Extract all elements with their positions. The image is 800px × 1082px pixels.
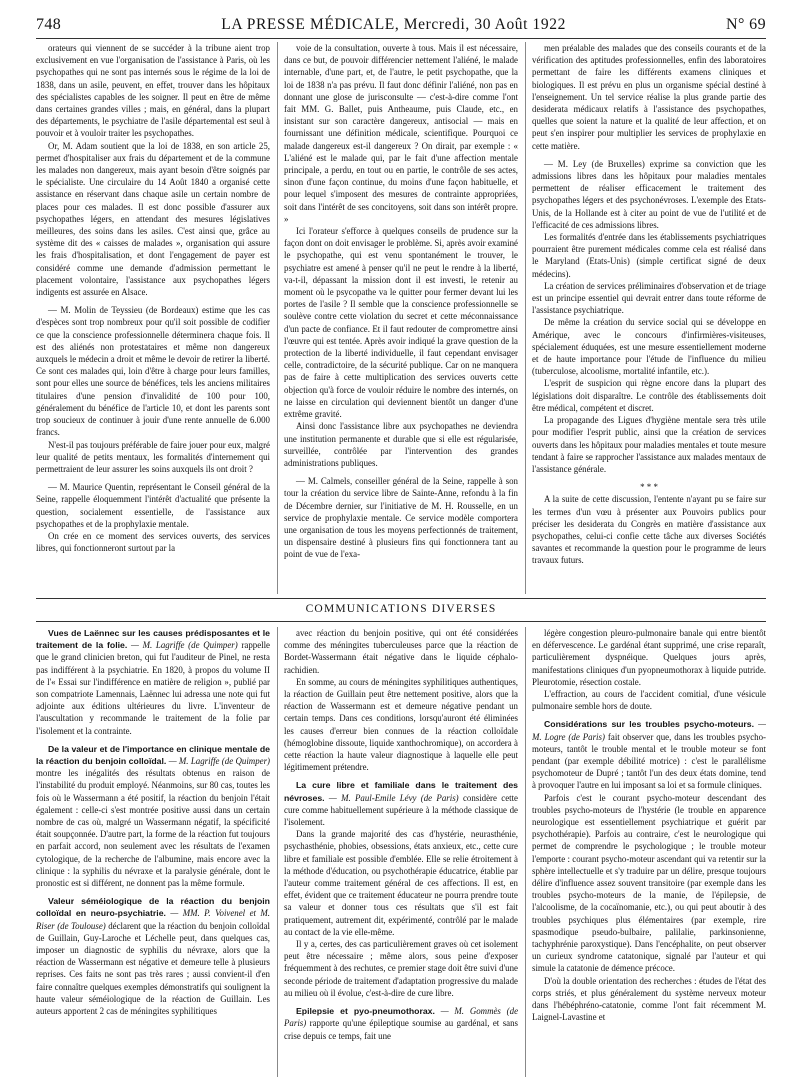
section-rule-bottom	[36, 621, 766, 622]
paragraph: * * *	[640, 482, 658, 493]
communication-author: — M. Lagriffe (de Quimper)	[168, 756, 270, 767]
communication-entry	[532, 718, 766, 791]
upper-column-1	[36, 42, 270, 594]
column-separator	[277, 42, 278, 594]
communication-text: fait observer que, dans les troubles psycho-moteurs, tantôt le trouble mental et le trouble moteur se font pendant (par exemple débilité motrice) : c'est le parallélisme psychomoteur de Dupré ; tantôt l'un des deux états domine, tend à provoquer l'autre en lui imposant sa loi et sa formule cliniques.	[532, 731, 766, 791]
communication-heading: Epilepsie et pyo-pneumothorax.	[296, 1006, 435, 1017]
paragraph: N'est-il pas toujours préférable de faire jouer pour eux, malgré leur qualité de petits mentaux, les formalités d'internement qui permettraient de leur assurer les soins auxquels ils ont droit ?	[36, 439, 270, 474]
paragraph: — M. Calmels, conseiller général de la Seine, rappelle à son tour la création du service libre de Sainte-Anne, refondu à la fin de Décembre dernier, sur l'initiative de M. H. Rousselle, en un service de prophylaxie mentale. Ce service modèle comportera une organisation de tous les moyens perfectionnés de traitement, un dispensaire destiné à plusieurs fins qui fonctionnera tant au point de vue de l'exa-	[284, 476, 518, 560]
paragraph: Ici l'orateur s'efforce à quelques conseils de prudence sur la façon dont on doit envisager le problème. Si, après avoir examiné le psychopathe, qui est venu spontanément le trouver, le psychiatre est amené à penser qu'il ne peut le rendre à la liberté, va-t-il, dépassant la mission dont il est investi, le retenir au moment où le psycopathe va le quitter pour fermer devant lui les portes de l'asile ? Il semble que la conscience professionnelle se soulève contre cette violation du secret et cette méconnaissance d'un pacte de confiance. Et il faut redouter de compromettre ainsi l'œuvre qui est tentée. Après avoir indiqué la grave question de la protection de la liberté individuelle, il faut cependant envisager celle, contradictoire, de la sécurité publique. Car on ne manquera pas de faire à cette multiplication des services ouverts cette objection qu'à force de vouloir réduire le nombre des internés, on ne laisse en circulation qui deviennent bientôt un danger d'une extrême gravité.	[284, 226, 518, 420]
paragraph	[284, 828, 518, 938]
communication-heading: Vues de Laënnec sur les causes prédisposantes et le traitement de la folie.	[36, 628, 270, 651]
paragraph: Ainsi donc l'assistance libre aux psychopathes ne deviendra une institution permanente et durable que si elle est régularisée, surveillée, contrôlée par l'intervention des grandes administrations publiques.	[284, 421, 518, 468]
paragraph: voie de la consultation, ouverte à tous. Mais il est nécessaire, dans ce but, de pouvoir différencier nettement l'aliéné, le malade internable, d'une part, et, de l'autre, le petit psychopathe, que la loi de 1838 n'a pas prévu. Il faut donc définir l'aliéné, non pas en donnant une glose de jurisconsulte — c'est-à-dire comme l'ont fait MM. G. Ballet, puis Antheaume, puis Claude, etc., en insistant sur son caractère dangereux, antisocial — mais en fournissant une définition médicale, scientifique. Pourquoi ce malade dangereux est-il dangereux ? On dirait, par exemple : « L'aliéné est le malade qui, par le fait d'une affection mentale principale, a perdu, en tout ou en partie, le contrôle de ses actes, sinon d'une façon continue, du moins d'une façon habituelle, et pour lequel s'imposent des mesures de contrainte appropriées, soit dans l'intérêt de ses concitoyens, soit dans son intérêt propre. »	[284, 43, 518, 224]
communication-entry	[36, 895, 270, 1017]
lower-column-1	[36, 627, 270, 1077]
header-rule	[36, 38, 766, 39]
communication-heading: Considérations sur les troubles psycho-moteurs.	[544, 719, 755, 730]
journal-title: LA PRESSE MÉDICALE, Mercredi, 30 Août 1922	[221, 16, 566, 33]
paragraph: orateurs qui viennent de se succéder à la tribune aient trop exclusivement en vue l'organisation de l'assistance à Paris, où les psychopathes qui ne sont pas internés sous le régime de la loi de 1838, dans un asile, peuvent, en effet, trouver dans les hôpitaux des spécialistes capables de les soigner. Il peut en être de même dans certaines grandes villes ; mais, en général, dans la plupart des départements, le psychiatre de l'asile départemental est seul à pouvoir et à vouloir traiter les psychopathes.	[36, 43, 270, 139]
section-title: COMMUNICATIONS DIVERSES	[305, 603, 497, 615]
column-separator	[277, 627, 278, 1077]
communication-text: Dans la grande majorité des cas d'hystérie, neurasthénie, psychasthénie, phobies, obsessions, états anxieux, etc., cette cure libre et familiale est possible d'emblée. Elle se relie étroitement à la méthode d'éducation, ou psychothérapie éducatrice, établie par l'auteur comme traitement général de ces affections. Il est, en effet, évident que ce traitement éducateur ne pourra prendre toute sa valeur et donner tous ces résultats que s'il est fait pratiquement, autrement dit, expérimenté, contrôlé par le malade au contact de la vie elle-même.	[284, 829, 518, 937]
paragraph: La propagande des Ligues d'hygiène mentale sera très utile pour modifier l'esprit public, ainsi que la création de services ouverts dans les hôpitaux pour maladies mentales et toute mesure tendant à faire se rapprocher l'assistance aux malades mentaux de l'assistance générale.	[532, 415, 766, 474]
communication-author: — MM. P. Voivenel et M. Riser (de Toulouse)	[36, 908, 270, 931]
communication-text: avec réaction du benjoin positive, qui ont été considérées comme des méningites tuberculeuses parce que la réaction de Bordet-Wassermann était négative dans le liquide céphalo-rachidien.	[284, 628, 518, 675]
communication-entry	[36, 627, 270, 737]
communication-text: Parfois c'est le courant psycho-moteur descendant des troubles psycho-moteurs de l'hystérie (le trouble en apparence neurologique est essentiellement psychiatrique et guérit par psychothérapie). Parfois au contraire, c'est le neurologique qui permet de comprendre le psychologique ; le trouble moteur l'emporte : courant psycho-moteur ascendant qui va retentir sur la sphère intellectuelle et s'y traduire par un délire, presque toujours délire d'influence assez souvent transitoire (par exemple dans les troubles psycho-moteurs de la manie, de l'épilepsie, de l'alcoolisme, de la cocaïnomanie, etc.), ou qui peut aboutir à des troubles psychiques plus élémentaires (par exemple, rire spasmodique pseudo-bulbaire, palilalie, parkinsonienne, tachyphrénie paroxystique). Dans l'encéphalite, on peut observer un curieux syndrome catatonique, signalé par l'auteur et qui simule la catatonie de démence précoce.	[532, 792, 766, 974]
paragraph: — M. Ley (de Bruxelles) exprime sa conviction que les admissions libres dans les hôpitaux pour maladies mentales permettent de réaliser efficacement le traitement des psychopathes légers et des psychonévroses. L'exemple des Etats-Unis, de la Hollande est à citer au point de vue de l'utilité et de l'efficacité de ces admissions libres.	[532, 158, 766, 230]
communication-text: En somme, au cours de méningites syphilitiques authentiques, la réaction de Guillain peut être nettement positive, alors que la réaction de Wassermann est et demeure négative pendant un certain temps. Dans ces conditions, lorsqu'auront été éliminées les causes d'erreur bien connues de la réaction colloïdale (hémoglobine dissoute, liquide xanthochromique), on accordera à cette réaction la haute valeur diagnostique à laquelle elle peut légitimement prétendre.	[284, 676, 518, 773]
communication-text: rapporte qu'une épileptique soumise au gardénal, et sans crise depuis ce temps, fait une	[284, 1018, 518, 1041]
paragraph: — M. Maurice Quentin, représentant le Conseil général de la Seine, rappelle éloquemment l'intérêt d'actualité que présente la question, socialement essentielle, de l'assistance aux psychopathes et de la prophylaxie mentale.	[36, 482, 270, 529]
communication-heading: Valeur séméiologique de la réaction du benjoin colloïdal en neuro-psychiatrie.	[36, 896, 270, 919]
column-separator	[525, 627, 526, 1077]
upper-columns	[36, 42, 766, 594]
paragraph	[284, 676, 518, 774]
upper-column-2	[284, 42, 518, 594]
lower-column-2	[284, 627, 518, 1077]
communication-entry	[36, 743, 270, 889]
paragraph: L'esprit de suspicion qui règne encore dans la plupart des législations doit disparaître. Le contrôle des établissements doit être médical, compétent et discret.	[532, 378, 766, 413]
communication-author: — M. Logre (de Paris)	[532, 719, 766, 742]
communication-text: rappelle que le grand clinicien breton, qui fut l'auditeur de Pinel, ne resta pas indifférent à la psychiatrie. En 1820, à propos du volume II de l'« Essai sur l'indifférence en matière de religion », publié par son compatriote Lamennais, Laënnec lui adressa une note qui fut adjointe aux éditions ultérieures du livre. L'inventeur de l'auscultation y recommande le traitement de la folie par l'isolement et la contrainte.	[36, 640, 270, 736]
paragraph: Or, M. Adam soutient que la loi de 1838, en son article 25, permet d'hospitaliser aux frais du département et de la commune les malades non dangereux, mais ayant besoin d'être soignés par le spécialiste. Une circulaire du 14 Août 1840 a organisé cette assistance en réservant dans chaque asile un certain nombre de places pour ces malades. Il est donc possible d'assurer aux psychopathes légers, en attendant des mesures législatives meilleures, des soins dans les asiles. C'est ainsi que, grâce au système dit des « caisses de malades », organisation qui assure les frais d'hospitalisation, et dont l'engagement de payer est considéré comme une demande d'admission permettant le placement volontaire, l'assistance aux psychopathes légers indigents est assurée en Alsace.	[36, 140, 270, 298]
page-header	[36, 14, 766, 36]
lower-columns	[36, 627, 766, 1077]
communication-entry	[284, 1005, 518, 1042]
paragraph	[284, 627, 518, 676]
communication-text: L'effraction, au cours de l'accident comitial, d'une vésicule pulmonaire semble hors de doute.	[532, 689, 766, 712]
paragraph: A la suite de cette discussion, l'entente n'ayant pu se faire sur les termes d'un vœu à présenter aux Pouvoirs publics pour préciser les desiderata du Congrès en matière d'assistance aux psychopathes, celui-ci confie cette tâche aux diverses Sociétés savantes et recommande la question pour le programme de leurs travaux futurs.	[532, 494, 766, 566]
paragraph: — M. Molin de Teyssieu (de Bordeaux) estime que les cas d'espèces sont trop nombreux pour qu'il soit possible de codifier ce que la conscience professionnelle déterminera chaque fois. Il est des aliénés non protestataires et même non dangereux auxquels le médecin a droit et même le devoir de retirer la liberté. Ce sont ces malades qui, loin d'être à charge pour leurs familles, sont pour elles une source de bénéfices, tels les anciens militaires titulaires d'une pension d'invalidité de 100 pour 100, généralement du bénéfice de l'article 10, et dont les parents sont trop soucieux de continuer à jouir d'une rente annuelle de 6.000 francs.	[36, 305, 270, 438]
paragraph: De même la création du service social qui se développe en Amérique, avec le concours d'infirmières-visiteuses, spécialement éduquées, est une mesure essentiellement moderne et de haute importance pour l'étude de l'influence du milieu (tuberculose, alcoolisme, mortalité infantile, etc.).	[532, 317, 766, 377]
paragraph: La création de services préliminaires d'observation et de triage est un principe essentiel qui devrait entrer dans toute réforme de l'assistance psychiatrique.	[532, 280, 766, 316]
issue-number: N° 69	[726, 16, 766, 33]
communication-author: — M. Gommès (de Paris)	[284, 1006, 518, 1029]
paragraph: Les formalités d'entrée dans les établissements psychiatriques pourraient être purement médicales comme cela est réalisé dans le Maryland (Etats-Unis) (simple certificat signé de deux médecins).	[532, 232, 766, 279]
communication-text: montre les inégalités des résultats obtenus en raison de l'instabilité du produit employé. Néanmoins, sur 80 cas, toutes les fois où le Wassermann a été positif, la réaction du benjoin l'était également : celle-ci s'est montrée positive aussi dans un certain nombre de cas où, malgré un Wassermann négatif, la spécificité était soupçonnée. D'autre part, la forme de la réaction fut toujours en parfait accord, non seulement avec les résultats de l'examen cytologique, de la recherche de l'albumine, mais encore avec la clinique : la syphilis du névraxe et la paralysie générale, dont le pronostic est si différent, ne donnent pas la même formule.	[36, 768, 270, 889]
communication-text: considère cette cure comme habituellement supérieure à la méthode classique de l'isolement.	[284, 792, 518, 828]
communication-heading: De la valeur et de l'importance en clinique mentale de la réaction du benjoin colloïdal.	[36, 743, 270, 767]
communication-entry	[284, 779, 518, 828]
communication-author: — M. Lagriffe (de Quimper)	[131, 640, 238, 651]
communication-text: légère congestion pleuro-pulmonaire banale qui entre bientôt en défervescence. Le gardénal étant supprimé, une crise reparaît, particulièrement dyspnéique. Quelques jours après, manifestations cliniques d'un pyopneumothorax à liquide putride. Pleurotomie, résection costale.	[532, 628, 766, 687]
communication-heading: La cure libre et familiale dans le traitement des névroses.	[284, 780, 518, 803]
section-rule	[36, 598, 766, 599]
paragraph	[284, 938, 518, 999]
paragraph	[532, 627, 766, 688]
upper-column-3	[532, 42, 766, 594]
paragraph: men préalable des malades que des conseils courants et de la vérification des aptitudes professionnelles, enfin des laboratoires permettant de faire les différents examens cliniques et biologiques. Il est prévu en plus un organisme spécial destiné à l'enseignement. Un tel service réalise la plus grande partie des desiderata médicaux relatifs à l'assistance des psychopathes, quelles que soient la nature et la qualité de leur affection, et on peut s'en inspirer pour multiplier les services de prophylaxie en cette matière.	[532, 43, 766, 151]
paragraph	[532, 975, 766, 1024]
paragraph	[532, 688, 766, 712]
paragraph	[532, 792, 766, 975]
lower-column-3	[532, 627, 766, 1077]
communication-text: D'où la double orientation des recherches : études de l'état des corps striés, et plus généralement du système nerveux moteur dans l'hébéphréno-catatonie, comme l'ont fait récemment M. Laignel-Lavastine et	[532, 975, 766, 1023]
communication-text: déclarent que la réaction du benjoin colloïdal de Guillain, Guy-Laroche et Léchelle peut, dans quelques cas, imposer un diagnostic de syphilis du névraxe, alors que la réaction de Wassermann est négative et demeure telle à plusieurs reprises. Ces faits ne sont pas très rares ; aussi convient-il d'en faire connaître quelques exemples démonstratifs qui soulignent la haute valeur séméiologique de la réaction de Guillain. Les auteurs apportent 2 cas de méningites syphilitiques	[36, 920, 270, 1017]
communication-text: Il y a, certes, des cas particulièrement graves où cet isolement peut être nécessaire ; même alors, sous peine d'exposer fréquemment à des rechutes, ce premier stage doit être suivi d'une seconde période de traitement d'adaptation progressive du malade au milieu où il évolue, c'est-à-dire de cure libre.	[284, 939, 518, 998]
page-number: 748	[36, 16, 62, 33]
column-separator	[525, 42, 526, 594]
communication-author: — M. Paul-Emile Lévy (de Paris)	[328, 792, 459, 803]
paragraph: On crée en ce moment des services ouverts, des services libres, qui fonctionneront surtout par la	[36, 530, 270, 554]
